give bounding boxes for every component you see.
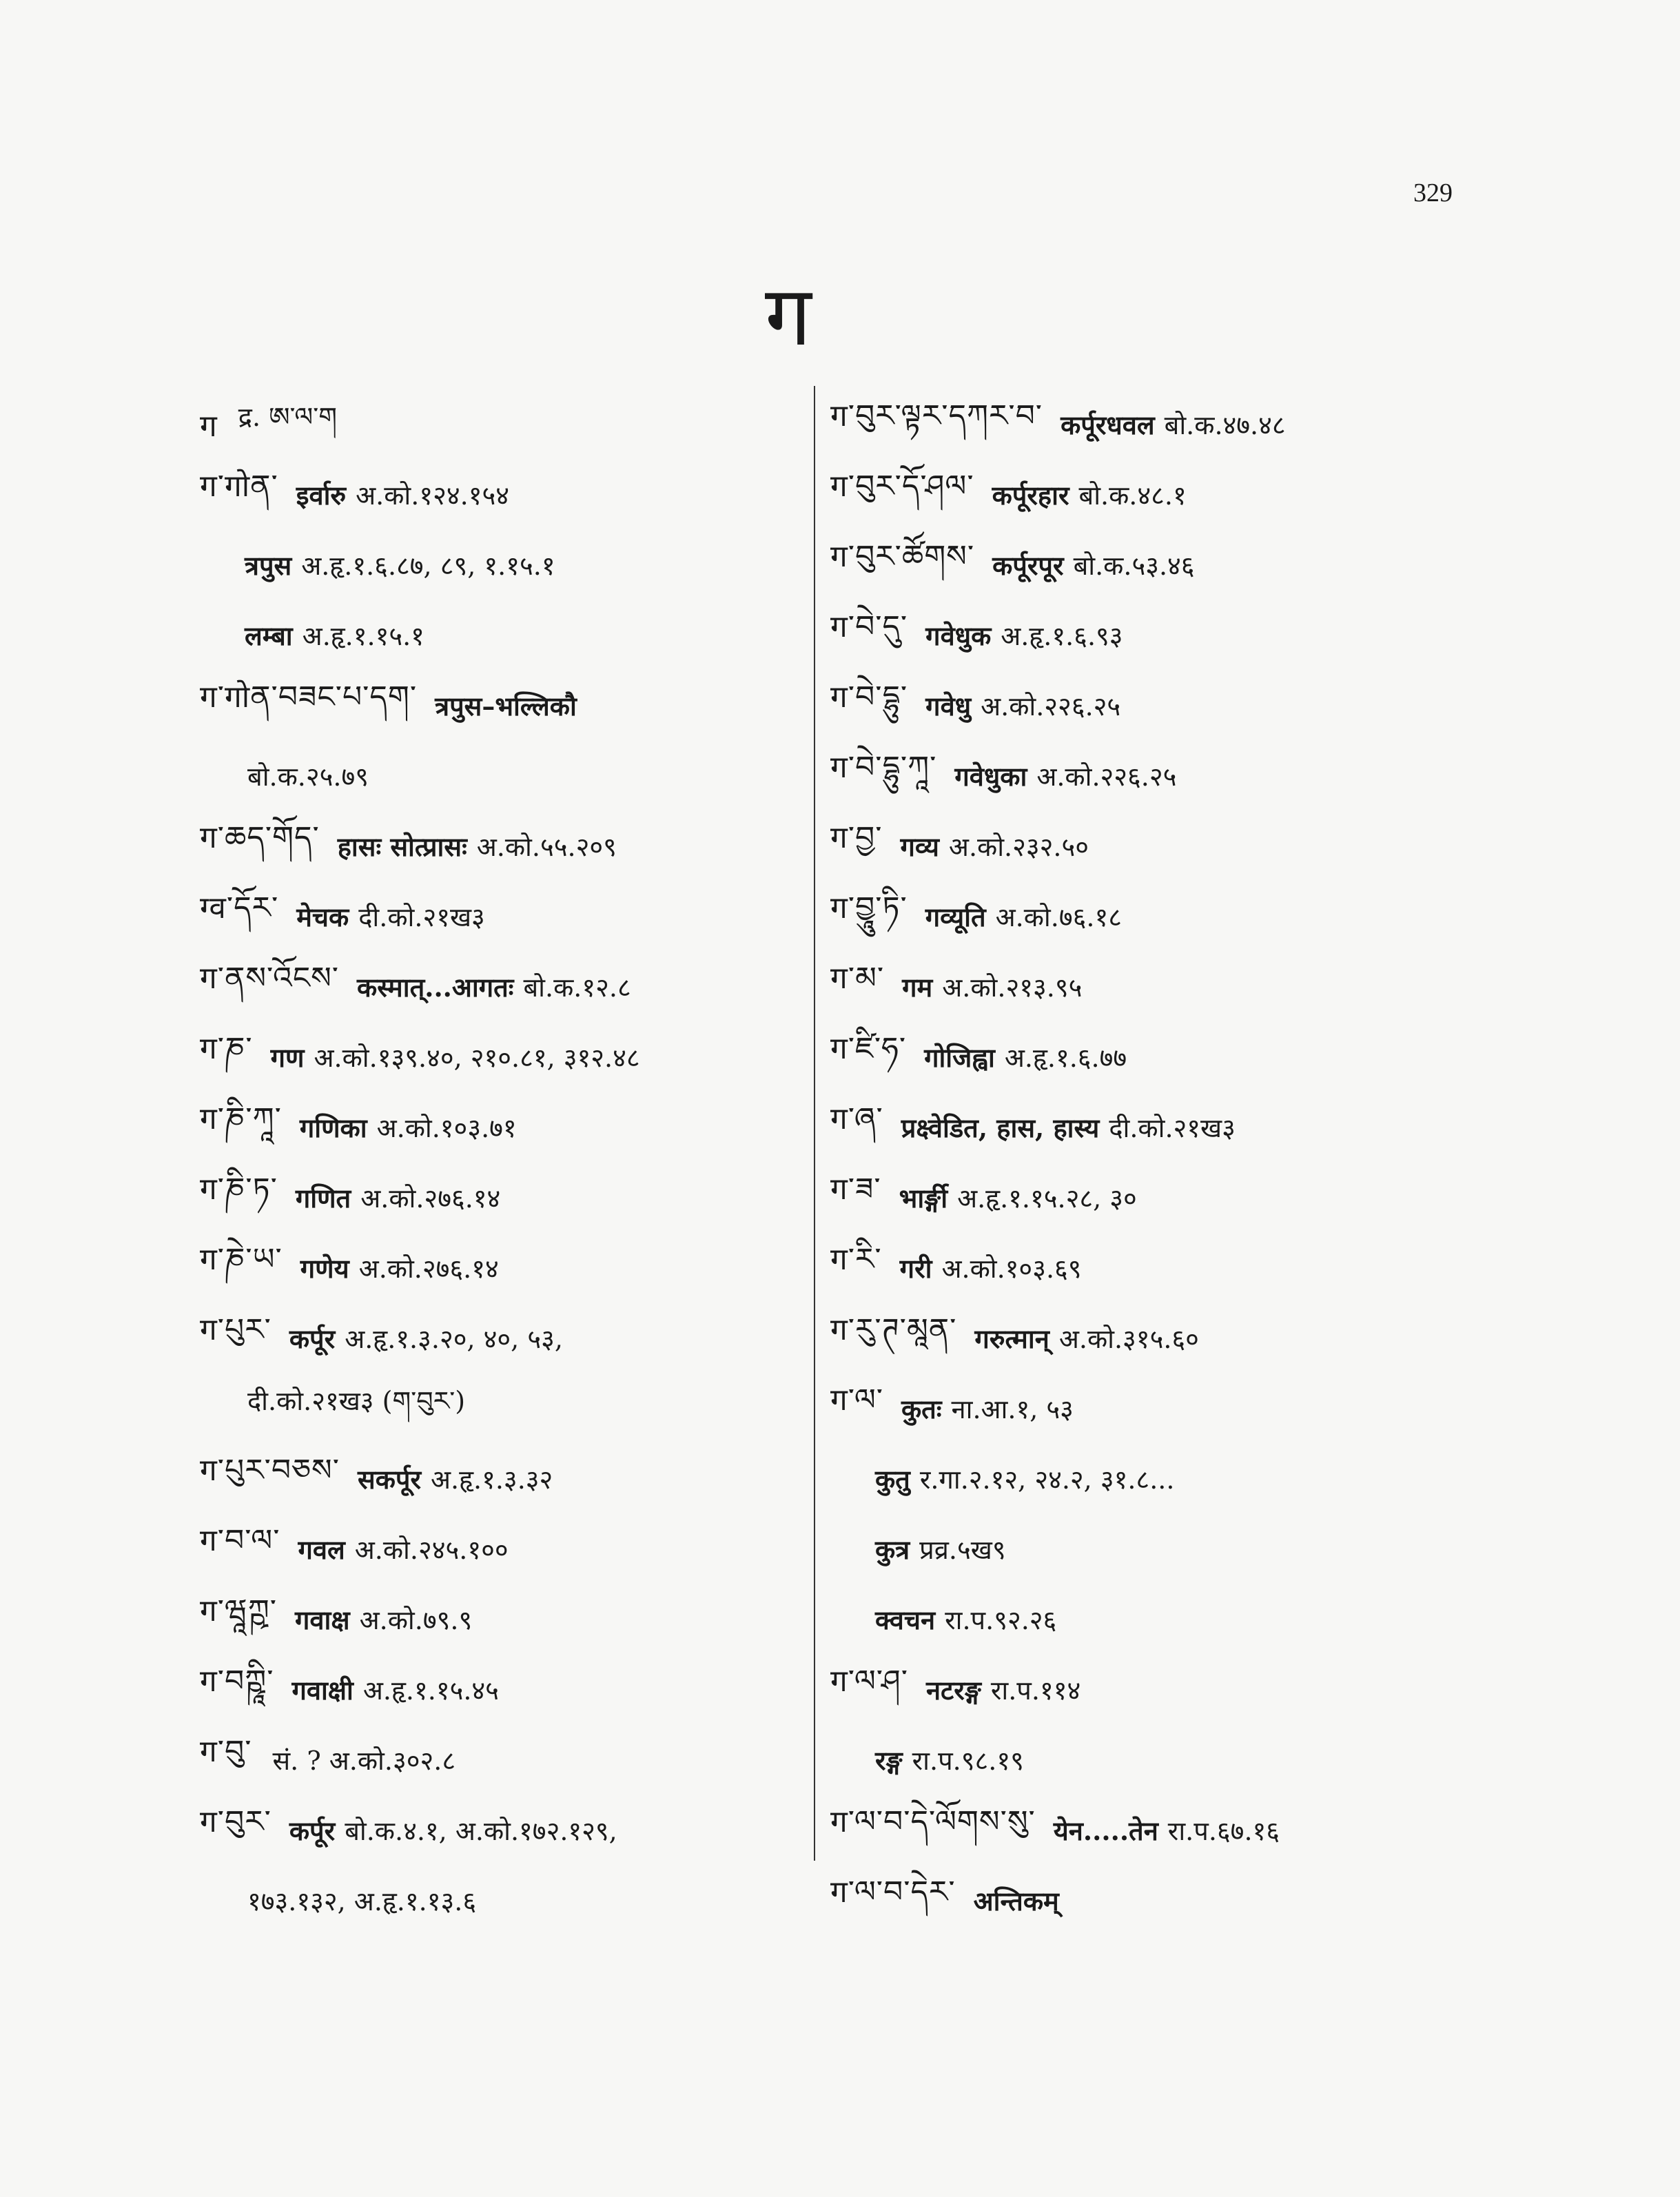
- source-reference: बो.क.५३.४६: [1073, 551, 1195, 581]
- source-reference: अ.को.२२६.२५: [1036, 762, 1177, 792]
- dictionary-entry: [200, 811, 799, 881]
- entry-headline: [830, 1092, 1464, 1163]
- source-reference: बो.क.४८.१: [1078, 480, 1187, 511]
- page-number: 329: [1413, 178, 1453, 207]
- entry-continuation: [200, 1866, 799, 1936]
- sanskrit-equivalent: प्रक्ष्वेडित, हास, हास्य: [901, 1112, 1100, 1143]
- source-reference: अ.हृ.१.१५.१: [302, 621, 424, 651]
- entry-headline: [200, 389, 799, 460]
- entry-headline: [830, 881, 1464, 952]
- sanskrit-equivalent: कर्पूरपूर: [992, 550, 1064, 581]
- sanskrit-equivalent: गरी: [899, 1253, 932, 1284]
- source-reference: अ.हृ.१.६.७७: [1004, 1043, 1127, 1073]
- dictionary-entry: [830, 1233, 1464, 1303]
- source-reference: अ.को.२७६.१४: [360, 1183, 501, 1214]
- tibetan-headword: ग་བྱཱུ་ཏི་: [830, 890, 908, 926]
- dictionary-entry: [830, 460, 1464, 530]
- tibetan-headword: ग་བུར་དོ་ཤལ་: [830, 469, 974, 504]
- dictionary-entry: [200, 1303, 799, 1444]
- entry-headline: [200, 1725, 799, 1795]
- sanskrit-equivalent: लम्बा: [245, 620, 293, 651]
- entry-headline: [830, 671, 1464, 741]
- dictionary-entry: [830, 952, 1464, 1022]
- dictionary-entry: [830, 1866, 1464, 1936]
- sanskrit-equivalent: क्वचन: [875, 1604, 936, 1635]
- sanskrit-equivalent: कर्पूरधवल: [1061, 409, 1155, 440]
- dictionary-entry: [830, 1373, 1464, 1655]
- source-reference: बो.क.४.१, अ.को.१७२.१२९,: [345, 1816, 617, 1846]
- dictionary-entry: [830, 1022, 1464, 1092]
- tibetan-headword: ग་ཎེ་ཡ་: [200, 1242, 283, 1277]
- right-column: [830, 389, 1464, 1936]
- source-reference: अ.को.१०३.६९: [941, 1254, 1082, 1284]
- entry-headline: [200, 881, 799, 952]
- tibetan-headword: ग་བུ་: [200, 1734, 252, 1769]
- sanskrit-equivalent: गणित: [295, 1183, 351, 1214]
- tibetan-headword: ग་རུ་ཊ་མཱན་: [830, 1312, 957, 1347]
- source-reference: अ.हृ.१.३.३२: [431, 1464, 553, 1495]
- column-divider: [814, 386, 815, 1861]
- entry-continuation: [200, 600, 799, 671]
- sanskrit-equivalent: कर्पूरहार: [992, 480, 1069, 511]
- tibetan-headword: ग་ཞ་: [830, 1101, 883, 1136]
- sanskrit-equivalent: सकर्पूर: [358, 1464, 421, 1495]
- entry-continuation: [200, 530, 799, 600]
- entry-headline: [200, 1022, 799, 1092]
- source-reference: बो.क.४७.४८: [1164, 410, 1286, 440]
- entry-headline: [200, 811, 799, 881]
- dictionary-entry: [830, 1655, 1464, 1795]
- entry-continuation: [830, 1514, 1464, 1584]
- section-heading: ग: [765, 269, 812, 365]
- tibetan-headword: ग་ལ་ཤ་: [830, 1664, 908, 1699]
- dictionary-entry: [830, 1092, 1464, 1163]
- dictionary-entry: [830, 881, 1464, 952]
- tibetan-headword: ग་པུར་: [200, 1312, 272, 1347]
- entry-headline: [830, 530, 1464, 600]
- tibetan-headword: ग: [200, 409, 218, 444]
- tibetan-headword: ग་མ་: [830, 961, 885, 996]
- sanskrit-equivalent: त्रपुस: [245, 550, 292, 581]
- entry-headline: [200, 1303, 799, 1373]
- sanskrit-equivalent: गणिका: [299, 1112, 367, 1143]
- dictionary-entry: [200, 1725, 799, 1795]
- tibetan-headword: ग་ཎི་ཀཱ་: [200, 1101, 282, 1136]
- dictionary-entry: [830, 1163, 1464, 1233]
- tibetan-headword: ग་ཛི་ཧ་: [830, 1031, 907, 1066]
- source-reference: अ.को.१३९.४०, २१०.८१, ३१२.४८: [314, 1043, 640, 1073]
- sanskrit-equivalent: गवाक्ष: [295, 1604, 350, 1635]
- source-reference: अ.को.२७६.१४: [358, 1254, 499, 1284]
- entry-headline: [830, 741, 1464, 811]
- source-reference: अ.हृ.१.३.२०, ४०, ५३,: [345, 1324, 563, 1354]
- dictionary-entry: [200, 1092, 799, 1163]
- entry-headline: [830, 1866, 1464, 1936]
- entry-headline: [200, 460, 799, 530]
- sanskrit-equivalent: येन.....तेन: [1053, 1815, 1158, 1846]
- entry-continuation: [830, 1725, 1464, 1795]
- dictionary-entry: [200, 671, 799, 811]
- tibetan-headword: ग་ཝཱཀྵ་: [200, 1593, 278, 1628]
- tibetan-headword: ग་བེ་དུ་: [830, 609, 908, 644]
- sanskrit-equivalent: गणेय: [300, 1253, 349, 1284]
- source-reference: अ.को.३१५.६०: [1058, 1324, 1199, 1354]
- sanskrit-equivalent: गवेधु: [925, 691, 972, 722]
- sanskrit-equivalent: मेचक: [296, 901, 349, 932]
- dictionary-entry: [200, 1655, 799, 1725]
- source-reference: बो.क.१२.८: [523, 972, 631, 1003]
- sanskrit-equivalent: गवाक्षी: [291, 1675, 354, 1706]
- entry-headline: [830, 460, 1464, 530]
- dictionary-entry: [830, 741, 1464, 811]
- tibetan-headword: ग་བྱ་: [830, 820, 883, 855]
- dictionary-entry: [200, 1022, 799, 1092]
- sanskrit-equivalent: कर्पूर: [289, 1815, 336, 1846]
- tibetan-headword: ग་गोན་བཟང་པ་དག་: [200, 679, 418, 715]
- tibetan-headword: ग་བཀྵཱི་: [200, 1664, 274, 1699]
- dictionary-entry: [830, 600, 1464, 671]
- entry-headline: [200, 1444, 799, 1514]
- entry-headline: [830, 1795, 1464, 1866]
- dictionary-entry: [200, 1795, 799, 1936]
- dictionary-entry: [200, 1444, 799, 1514]
- sanskrit-equivalent: इर्वारु: [296, 480, 347, 511]
- source-reference: अ.को.१२४.१५४: [356, 480, 509, 511]
- dictionary-entry: [830, 671, 1464, 741]
- source-reference: रा.प.६७.१६: [1167, 1816, 1280, 1846]
- tibetan-headword: ग्व་དོར་: [200, 890, 279, 926]
- sanskrit-equivalent: गोजिह्वा: [924, 1042, 995, 1073]
- sanskrit-equivalent: हासः सोत्प्रासः: [337, 831, 467, 862]
- tibetan-headword: ग་པུར་བཅས་: [200, 1453, 340, 1488]
- entry-continuation: [200, 1373, 799, 1444]
- dictionary-entry: [200, 1514, 799, 1584]
- sanskrit-equivalent: कर्पूर: [289, 1323, 336, 1354]
- source-reference: १७३.१३२, अ.हृ.१.१३.६: [247, 1886, 477, 1917]
- tibetan-headword: ग་བེ་དྷུ་: [830, 679, 908, 715]
- sanskrit-equivalent: कुतु: [875, 1464, 910, 1495]
- tibetan-headword: ग་ལ་: [830, 1382, 883, 1418]
- tibetan-headword: ग་ཟ་: [830, 1172, 881, 1207]
- source-reference: अ.को.२४५.१००: [354, 1535, 509, 1565]
- tibetan-headword: ग་ཎ་: [200, 1031, 253, 1066]
- entry-headline: [830, 389, 1464, 460]
- dictionary-entry: [830, 530, 1464, 600]
- sanskrit-equivalent: कुत्र: [875, 1534, 910, 1565]
- source-reference: ना.आ.१, ५३: [951, 1394, 1074, 1424]
- source-reference: रा.प.९२.२६: [945, 1605, 1057, 1635]
- entry-headline: [200, 1163, 799, 1233]
- entry-headline: [200, 1233, 799, 1303]
- source-reference: अ.को.७९.९: [359, 1605, 473, 1635]
- source-reference: प्रव्र.५ख९: [919, 1535, 1006, 1565]
- sanskrit-equivalent: कुतः: [901, 1393, 942, 1424]
- source-reference: द्र. ཨ་ལ་ག: [238, 401, 337, 432]
- entry-headline: [830, 1163, 1464, 1233]
- tibetan-headword: ग་བུར་ཚོགས་: [830, 539, 975, 574]
- tibetan-headword: ग་ནས་འོངས་: [200, 961, 340, 996]
- sanskrit-equivalent: गवेधुक: [925, 620, 992, 651]
- dictionary-entry: [200, 1584, 799, 1655]
- entry-headline: [830, 952, 1464, 1022]
- dictionary-entry: [830, 811, 1464, 881]
- source-reference: बो.क.२५.७९: [247, 762, 369, 792]
- source-reference: अ.हृ.१.६.८७, ८९, १.१५.१: [301, 551, 555, 581]
- sanskrit-equivalent: गवेधुका: [954, 761, 1027, 792]
- sanskrit-equivalent: गण: [270, 1042, 305, 1073]
- dictionary-entry: [200, 881, 799, 952]
- dictionary-entry: [200, 1233, 799, 1303]
- entry-headline: [830, 811, 1464, 881]
- entry-headline: [830, 1233, 1464, 1303]
- tibetan-headword: ग་རི་: [830, 1242, 882, 1277]
- source-reference: रा.प.९८.१९: [912, 1746, 1024, 1776]
- sanskrit-equivalent: गव्यूति: [925, 901, 986, 932]
- sanskrit-equivalent: नटरङ्ग: [925, 1675, 981, 1706]
- source-reference: अ.हृ.१.१५.२८, ३०: [957, 1183, 1137, 1214]
- entry-headline: [830, 1022, 1464, 1092]
- source-reference: दी.को.२१ख३ (ག་བུར་): [247, 1385, 466, 1416]
- sanskrit-equivalent: रङ्ग: [875, 1745, 903, 1776]
- entry-headline: [200, 671, 799, 741]
- tibetan-headword: ग་བུར་: [200, 1804, 272, 1839]
- entry-continuation: [200, 741, 799, 811]
- entry-headline: [200, 1655, 799, 1725]
- dictionary-entry: [200, 389, 799, 460]
- tibetan-headword: ग་བུར་ལྟར་དཀར་བ་: [830, 398, 1043, 433]
- entry-continuation: [830, 1584, 1464, 1655]
- source-reference: अ.को.५५.२०९: [476, 832, 617, 862]
- tibetan-headword: ग་བ་ལ་: [200, 1523, 280, 1558]
- tibetan-headword: ग་गोན་: [200, 469, 278, 504]
- dictionary-entry: [200, 460, 799, 671]
- entry-headline: [830, 1655, 1464, 1725]
- source-reference: अ.हृ.१.१५.४५: [362, 1675, 499, 1706]
- source-reference: र.गा.२.१२, २४.२, ३१.८...: [919, 1464, 1175, 1495]
- dictionary-entry: [830, 1303, 1464, 1373]
- dictionary-entry: [830, 1795, 1464, 1866]
- entry-headline: [200, 1092, 799, 1163]
- source-reference: अ.को.२२६.२५: [981, 691, 1121, 722]
- tibetan-headword: ग་ལ་བ་དེར་: [830, 1874, 956, 1910]
- entry-headline: [830, 1373, 1464, 1444]
- sanskrit-equivalent: अन्तिकम्: [973, 1886, 1059, 1917]
- source-reference: दी.को.२१ख३: [358, 902, 485, 932]
- tibetan-headword: ग་ཎི་ཏ་: [200, 1172, 278, 1207]
- source-reference: सं. ? अ.को.३०२.८: [272, 1746, 456, 1776]
- source-reference: अ.को.२१३.९५: [942, 972, 1083, 1003]
- source-reference: अ.को.१०३.७१: [376, 1113, 517, 1143]
- entry-headline: [830, 1303, 1464, 1373]
- dictionary-entry: [200, 1163, 799, 1233]
- dictionary-entry: [830, 389, 1464, 460]
- sanskrit-equivalent: गरुत्मान्: [974, 1323, 1049, 1354]
- sanskrit-equivalent: कस्मात्...आगतः: [357, 972, 514, 1003]
- sanskrit-equivalent: गव्य: [900, 831, 939, 862]
- source-reference: दी.को.२१ख३: [1109, 1113, 1236, 1143]
- entry-headline: [830, 600, 1464, 671]
- tibetan-headword: ग་ཆད་གོད་: [200, 820, 320, 855]
- tibetan-headword: ग་བེ་དྷུ་ཀཱ་: [830, 750, 937, 785]
- sanskrit-equivalent: गम: [902, 972, 933, 1003]
- entry-headline: [200, 1584, 799, 1655]
- sanskrit-equivalent: त्रपुस–भल्लिकौ: [435, 691, 577, 722]
- dictionary-entry: [200, 952, 799, 1022]
- sanskrit-equivalent: गवल: [298, 1534, 345, 1565]
- entry-headline: [200, 952, 799, 1022]
- source-reference: अ.हृ.१.६.९३: [1001, 621, 1123, 651]
- sanskrit-equivalent: भार्ङ्गी: [899, 1183, 948, 1214]
- entry-continuation: [830, 1444, 1464, 1514]
- tibetan-headword: ग་ལ་བ་དེ་ལོགས་སུ་: [830, 1804, 1036, 1839]
- entry-headline: [200, 1795, 799, 1866]
- entry-headline: [200, 1514, 799, 1584]
- source-reference: रा.प.११४: [990, 1675, 1081, 1706]
- left-column: [200, 389, 799, 1936]
- source-reference: अ.को.७६.१८: [995, 902, 1122, 932]
- source-reference: अ.को.२३२.५०: [948, 832, 1089, 862]
